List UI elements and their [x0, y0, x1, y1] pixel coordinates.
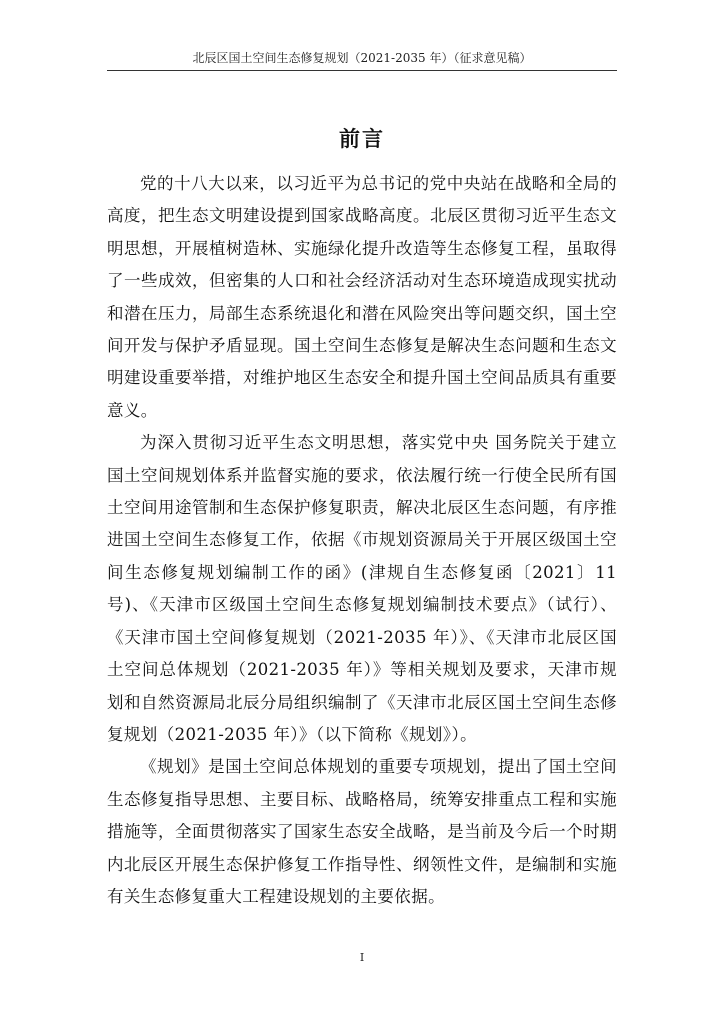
running-header: 北辰区国土空间生态修复规划（2021-2035 年）（征求意见稿） [192, 51, 532, 65]
paragraph-3: 《规划》是国土空间总体规划的重要专项规划，提出了国土空间生态修复指导思想、主要目标、战略格局，统筹安排重点工程和实施措施等，全面贯彻落实了国家生态安全战略，是当前及今后一个时期内北辰区开展生态保护修复工作指导性、纲领性文件，是编制和实施有关生态修复重大工程建设规划的主要依据。 [107, 757, 617, 906]
page-title: 前言 [339, 126, 385, 151]
paragraph-2: 为深入贯彻习近平生态文明思想，落实党中央 国务院关于建立国土空间规划体系并监督实施的要求，依法履行统一行使全民所有国土空间用途管制和生态保护修复职责，解决北辰区生态问题，有序推进国土空间生态修复工作，依据《市规划资源局关于开展区级国土空间生态修复规划编制工作的函》(津规自生态修复函〔2021〕11 号)、《天津市区级国土空间生态修复规划编制技术要点》（试行）、《天津市国土空间修复规划（2021-2035 年）》、《天津市北辰区国土空间总体规划（2021-2035 年）》等相关规划及要求，天津市规划和自然资源局北辰分局组织编制了《天津市北辰区国土空间生态修复规划（2021-2035 年）》（以下简称《规划》）。 [107, 433, 617, 744]
paragraph-1: 党的十八大以来，以习近平为总书记的党中央站在战略和全局的高度，把生态文明建设提到国家战略高度。北辰区贯彻习近平生态文明思想，开展植树造林、实施绿化提升改造等生态修复工程，虽取得了一些成效，但密集的人口和社会经济活动对生态环境造成现实扰动和潜在压力，局部生态系统退化和潜在风险突出等问题交织，国土空间开发与保护矛盾显现。国土空间生态修复是解决生态问题和生态文明建设重要举措，对维护地区生态安全和提升国土空间品质具有重要意义。 [107, 174, 617, 420]
body-text [107, 168, 617, 913]
header-divider [107, 70, 617, 71]
page-number: I [359, 951, 365, 964]
